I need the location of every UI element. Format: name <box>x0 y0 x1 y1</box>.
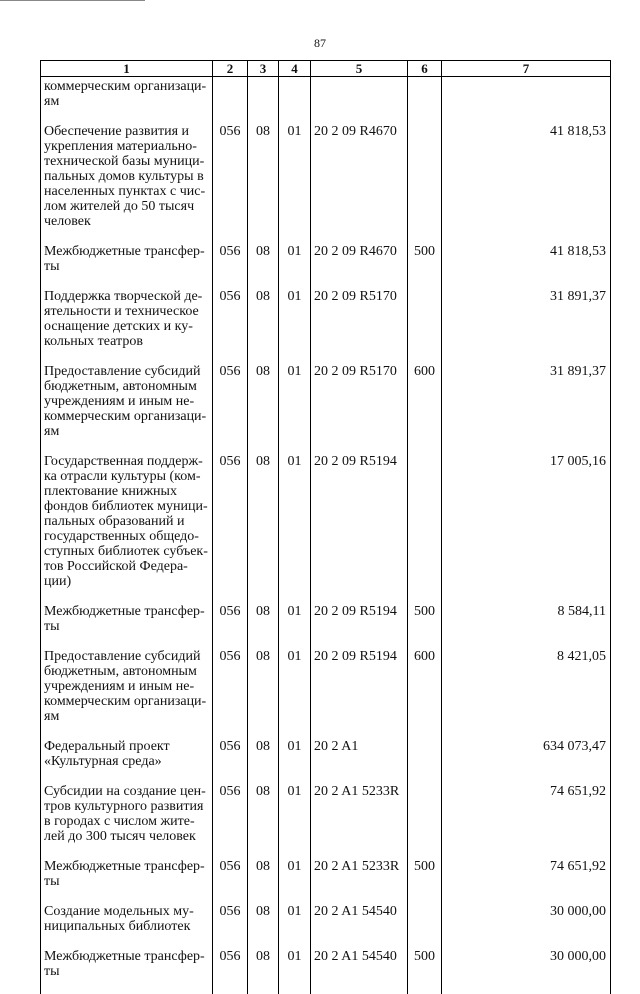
row-amount-cell: 31 891,37 <box>442 289 611 364</box>
row-subsection-cell: 01 <box>279 244 311 289</box>
row-target-code-cell: 20 2 09 R5194 <box>311 649 408 739</box>
column-header-7: 7 <box>442 61 611 77</box>
row-subsection-cell: 01 <box>279 859 311 904</box>
row-target-code-cell <box>311 77 408 125</box>
row-expense-type-cell: 500 <box>408 949 442 994</box>
row-amount-cell: 30 000,00 <box>442 949 611 994</box>
row-amount-cell: 17 005,16 <box>442 454 611 604</box>
row-section-cell: 08 <box>248 364 279 454</box>
row-expense-type-cell <box>408 904 442 949</box>
row-name-cell: Межбюджетные трансфер- ты <box>41 604 213 649</box>
table-row <box>41 244 611 289</box>
row-target-code-cell: 20 2 09 R5170 <box>311 364 408 454</box>
row-section-cell: 08 <box>248 784 279 859</box>
row-name-cell: коммерческим организаци- ям <box>41 77 213 125</box>
row-target-code-cell: 20 2 09 R4670 <box>311 124 408 244</box>
row-chapter-cell: 056 <box>213 859 248 904</box>
table-row <box>41 364 611 454</box>
row-expense-type-cell <box>408 784 442 859</box>
table-row <box>41 739 611 784</box>
row-subsection-cell: 01 <box>279 289 311 364</box>
row-name-cell: Межбюджетные трансфер- ты <box>41 859 213 904</box>
row-chapter-cell: 056 <box>213 784 248 859</box>
row-expense-type-cell: 600 <box>408 364 442 454</box>
row-section-cell: 08 <box>248 454 279 604</box>
table-row <box>41 949 611 994</box>
row-name-cell: Субсидии на создание цен- тров культурного развития в городах с числом жите- лей до 300 тысяч человек <box>41 784 213 859</box>
row-expense-type-cell: 500 <box>408 859 442 904</box>
row-chapter-cell: 056 <box>213 649 248 739</box>
row-section-cell <box>248 77 279 125</box>
row-section-cell: 08 <box>248 949 279 994</box>
row-section-cell: 08 <box>248 859 279 904</box>
row-name-cell: Федеральный проект «Культурная среда» <box>41 739 213 784</box>
row-section-cell: 08 <box>248 739 279 784</box>
column-header-2: 2 <box>213 61 248 77</box>
column-header-5: 5 <box>311 61 408 77</box>
row-subsection-cell: 01 <box>279 949 311 994</box>
row-target-code-cell: 20 2 A1 5233R <box>311 859 408 904</box>
row-name-cell: Межбюджетные трансфер- ты <box>41 244 213 289</box>
row-section-cell: 08 <box>248 649 279 739</box>
row-section-cell: 08 <box>248 244 279 289</box>
table-row <box>41 649 611 739</box>
table-row <box>41 77 611 125</box>
row-amount-cell: 74 651,92 <box>442 784 611 859</box>
row-subsection-cell: 01 <box>279 604 311 649</box>
table-body <box>41 77 611 994</box>
row-chapter-cell: 056 <box>213 124 248 244</box>
table-row <box>41 289 611 364</box>
row-expense-type-cell <box>408 289 442 364</box>
table-row <box>41 604 611 649</box>
row-expense-type-cell <box>408 739 442 784</box>
row-subsection-cell: 01 <box>279 454 311 604</box>
row-amount-cell: 41 818,53 <box>442 244 611 289</box>
row-name-cell: Обеспечение развития и укрепления материально- технической базы муници- пальных домов культуры в населенных пунктах с чис- лом жителей до 50 тысяч человек <box>41 124 213 244</box>
row-section-cell: 08 <box>248 904 279 949</box>
table-row <box>41 454 611 604</box>
header-row <box>41 61 611 77</box>
row-section-cell: 08 <box>248 289 279 364</box>
row-target-code-cell: 20 2 09 R4670 <box>311 244 408 289</box>
row-chapter-cell: 056 <box>213 739 248 784</box>
row-subsection-cell: 01 <box>279 649 311 739</box>
column-header-1: 1 <box>41 61 213 77</box>
row-target-code-cell: 20 2 A1 <box>311 739 408 784</box>
row-subsection-cell <box>279 77 311 125</box>
table-row <box>41 904 611 949</box>
row-subsection-cell: 01 <box>279 739 311 784</box>
row-amount-cell: 634 073,47 <box>442 739 611 784</box>
row-name-cell: Государственная поддерж- ка отрасли культуры (ком- плектование книжных фондов библиотек муници- пальных образований и государственных общедо- ступных библиотек субъек- тов Российской Федера- ции) <box>41 454 213 604</box>
row-expense-type-cell <box>408 124 442 244</box>
row-chapter-cell <box>213 77 248 125</box>
row-section-cell: 08 <box>248 604 279 649</box>
row-target-code-cell: 20 2 09 R5194 <box>311 454 408 604</box>
page-number: 87 <box>0 36 640 51</box>
row-expense-type-cell <box>408 77 442 125</box>
row-target-code-cell: 20 2 09 R5170 <box>311 289 408 364</box>
row-chapter-cell: 056 <box>213 949 248 994</box>
table-row <box>41 784 611 859</box>
row-amount-cell: 8 584,11 <box>442 604 611 649</box>
column-header-6: 6 <box>408 61 442 77</box>
row-expense-type-cell: 600 <box>408 649 442 739</box>
column-header-4: 4 <box>279 61 311 77</box>
row-chapter-cell: 056 <box>213 904 248 949</box>
column-header-3: 3 <box>248 61 279 77</box>
row-amount-cell <box>442 77 611 125</box>
row-chapter-cell: 056 <box>213 244 248 289</box>
row-subsection-cell: 01 <box>279 364 311 454</box>
row-target-code-cell: 20 2 A1 54540 <box>311 949 408 994</box>
row-subsection-cell: 01 <box>279 124 311 244</box>
row-name-cell: Поддержка творческой де- ятельности и техническое оснащение детских и ку- кольных театров <box>41 289 213 364</box>
row-expense-type-cell: 500 <box>408 244 442 289</box>
row-chapter-cell: 056 <box>213 364 248 454</box>
row-subsection-cell: 01 <box>279 784 311 859</box>
row-amount-cell: 41 818,53 <box>442 124 611 244</box>
budget-table <box>40 60 611 994</box>
row-expense-type-cell: 500 <box>408 604 442 649</box>
row-target-code-cell: 20 2 09 R5194 <box>311 604 408 649</box>
table-row <box>41 124 611 244</box>
row-amount-cell: 31 891,37 <box>442 364 611 454</box>
row-subsection-cell: 01 <box>279 904 311 949</box>
row-target-code-cell: 20 2 A1 54540 <box>311 904 408 949</box>
row-target-code-cell: 20 2 A1 5233R <box>311 784 408 859</box>
row-chapter-cell: 056 <box>213 289 248 364</box>
row-section-cell: 08 <box>248 124 279 244</box>
top-rule <box>0 0 145 1</box>
row-amount-cell: 30 000,00 <box>442 904 611 949</box>
row-chapter-cell: 056 <box>213 454 248 604</box>
row-name-cell: Предоставление субсидий бюджетным, автономным учреждениям и иным не- коммерческим организаци- ям <box>41 649 213 739</box>
row-name-cell: Предоставление субсидий бюджетным, автономным учреждениям и иным не- коммерческим организаци- ям <box>41 364 213 454</box>
row-expense-type-cell <box>408 454 442 604</box>
row-name-cell: Создание модельных му- ниципальных библиотек <box>41 904 213 949</box>
table-row <box>41 859 611 904</box>
row-amount-cell: 74 651,92 <box>442 859 611 904</box>
row-chapter-cell: 056 <box>213 604 248 649</box>
row-amount-cell: 8 421,05 <box>442 649 611 739</box>
row-name-cell: Межбюджетные трансфер- ты <box>41 949 213 994</box>
